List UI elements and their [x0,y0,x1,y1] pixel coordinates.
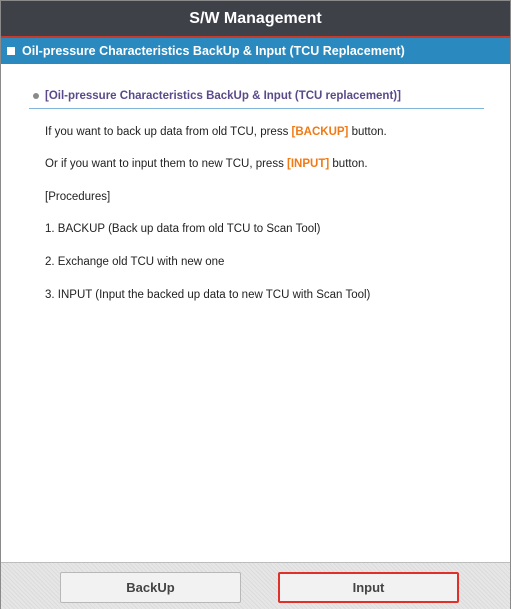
window-title: S/W Management [189,9,322,27]
button-bar [1,562,510,609]
input-button[interactable]: Input [278,572,459,603]
content-title [29,90,484,109]
content-area [1,64,510,562]
instruction-input [45,158,368,170]
procedures-label: [Procedures] [45,191,111,203]
instruction-input-pre: Or if you want to input them to new TCU, press [45,158,288,170]
procedure-step: 1. BACKUP (Back up data from old TCU to Scan Tool) [45,223,321,235]
instruction-backup-pre: If you want to back up data from old TCU, press [45,126,292,138]
content-title-text: [Oil-pressure Characteristics BackUp & Input (TCU replacement)] [45,90,401,102]
square-bullet-icon [7,47,15,55]
section-header-title: Oil-pressure Characteristics BackUp & Input (TCU Replacement) [22,44,405,58]
instruction-input-post: button. [329,158,368,170]
input-keyword: [INPUT] [287,158,330,170]
instruction-backup [45,126,387,138]
backup-keyword: [BACKUP] [291,126,349,138]
instruction-backup-post: button. [348,126,387,138]
dot-bullet-icon [33,93,39,99]
procedure-step: 3. INPUT (Input the backed up data to new TCU with Scan Tool) [45,289,371,301]
backup-button[interactable]: BackUp [60,572,241,603]
section-header [1,38,510,64]
title-bar [1,1,510,38]
procedure-step: 2. Exchange old TCU with new one [45,256,225,268]
